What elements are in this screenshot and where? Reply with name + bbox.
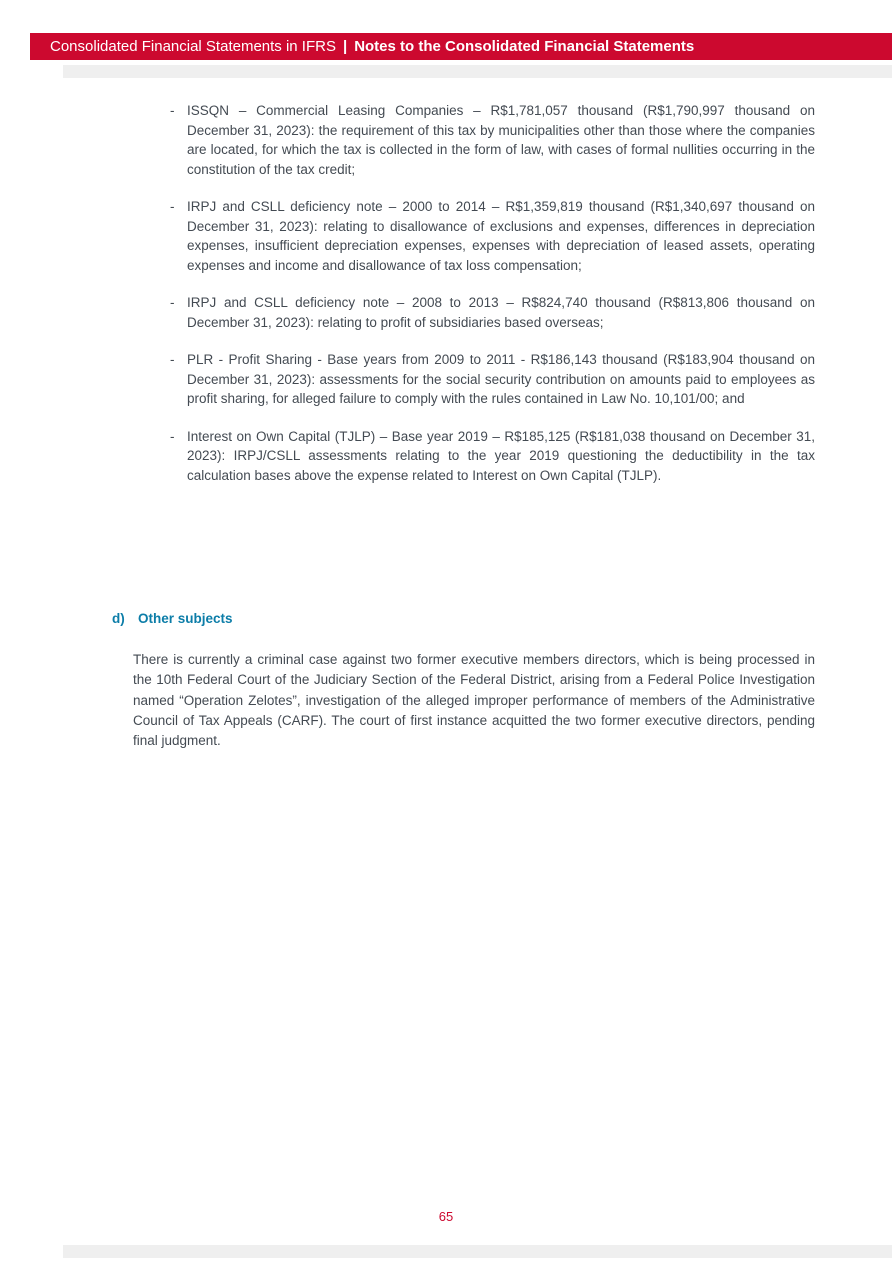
header-title-right: Notes to the Consolidated Financial Statements — [354, 38, 695, 55]
section-label: d) — [112, 611, 125, 626]
list-item — [170, 197, 815, 275]
dash-bullet: - — [170, 295, 175, 310]
list-item-text: IRPJ and CSLL deficiency note – 2008 to 2013 – R$824,740 thousand (R$813,806 thousand on December 31, 2023): relating to profit of subsidiaries based overseas; — [187, 295, 815, 330]
section-title: Other subjects — [138, 611, 233, 626]
list-item-text: Interest on Own Capital (TJLP) – Base year 2019 – R$185,125 (R$181,038 thousand on December 31, 2023): IRPJ/CSLL assessments relating to the year 2019 questioning the deductibility in the tax calculation bases above the expense related to Interest on Own Capital (TJLP). — [187, 428, 815, 483]
dash-bullet: - — [170, 103, 175, 118]
dash-bullet: - — [170, 199, 175, 214]
dash-bullet: - — [170, 352, 175, 367]
bottom-gray-strip — [63, 1245, 892, 1258]
list-item-text: ISSQN – Commercial Leasing Companies – R$1,781,057 thousand (R$1,790,997 thousand on December 31, 2023): the requirement of this tax by municipalities other than those where the companies are located, for which the tax is collected in the form of law, with cases of formal nullities occurring in the constitution of the tax credit; — [187, 103, 815, 177]
header-title-left: Consolidated Financial Statements in IFRS — [50, 38, 336, 55]
list-item-text: IRPJ and CSLL deficiency note – 2000 to 2014 – R$1,359,819 thousand (R$1,340,697 thousand on December 31, 2023): relating to disallowance of exclusions and expenses, differences in depreciation expenses, insufficient depreciation expenses, expenses with depreciation of leased assets, operating expenses and income and disallowance of tax loss compensation; — [187, 199, 815, 273]
list-item-text: PLR - Profit Sharing - Base years from 2009 to 2011 - R$186,143 thousand (R$183,904 thousand on December 31, 2023): assessments for the social security contribution on amounts paid to employees as profit sharing, for alleged failure to comply with the rules contained in Law No. 10,101/00; and — [187, 352, 815, 406]
list-item — [170, 427, 815, 486]
list-item — [170, 350, 815, 409]
other-subjects-paragraph: There is currently a criminal case against two former executive members directors, which is being processed in the 10th Federal Court of the Judiciary Section of the Federal District, arising from a Federal Police Investigation named “Operation Zelotes”, investigation of the alleged improper performance of members of the Administrative Council of Tax Appeals (CARF). The court of first instance acquitted the two former executive directors, pending final judgment. — [133, 652, 815, 749]
header-separator: | — [342, 38, 348, 55]
list-item — [170, 293, 815, 332]
page-number: 65 — [438, 1209, 454, 1224]
list-item — [170, 101, 815, 179]
header-banner — [30, 33, 892, 60]
section-heading-other-subjects — [112, 611, 815, 626]
dash-bullet: - — [170, 428, 175, 444]
tax-contingencies-list — [170, 101, 815, 503]
top-gray-strip — [63, 65, 892, 78]
